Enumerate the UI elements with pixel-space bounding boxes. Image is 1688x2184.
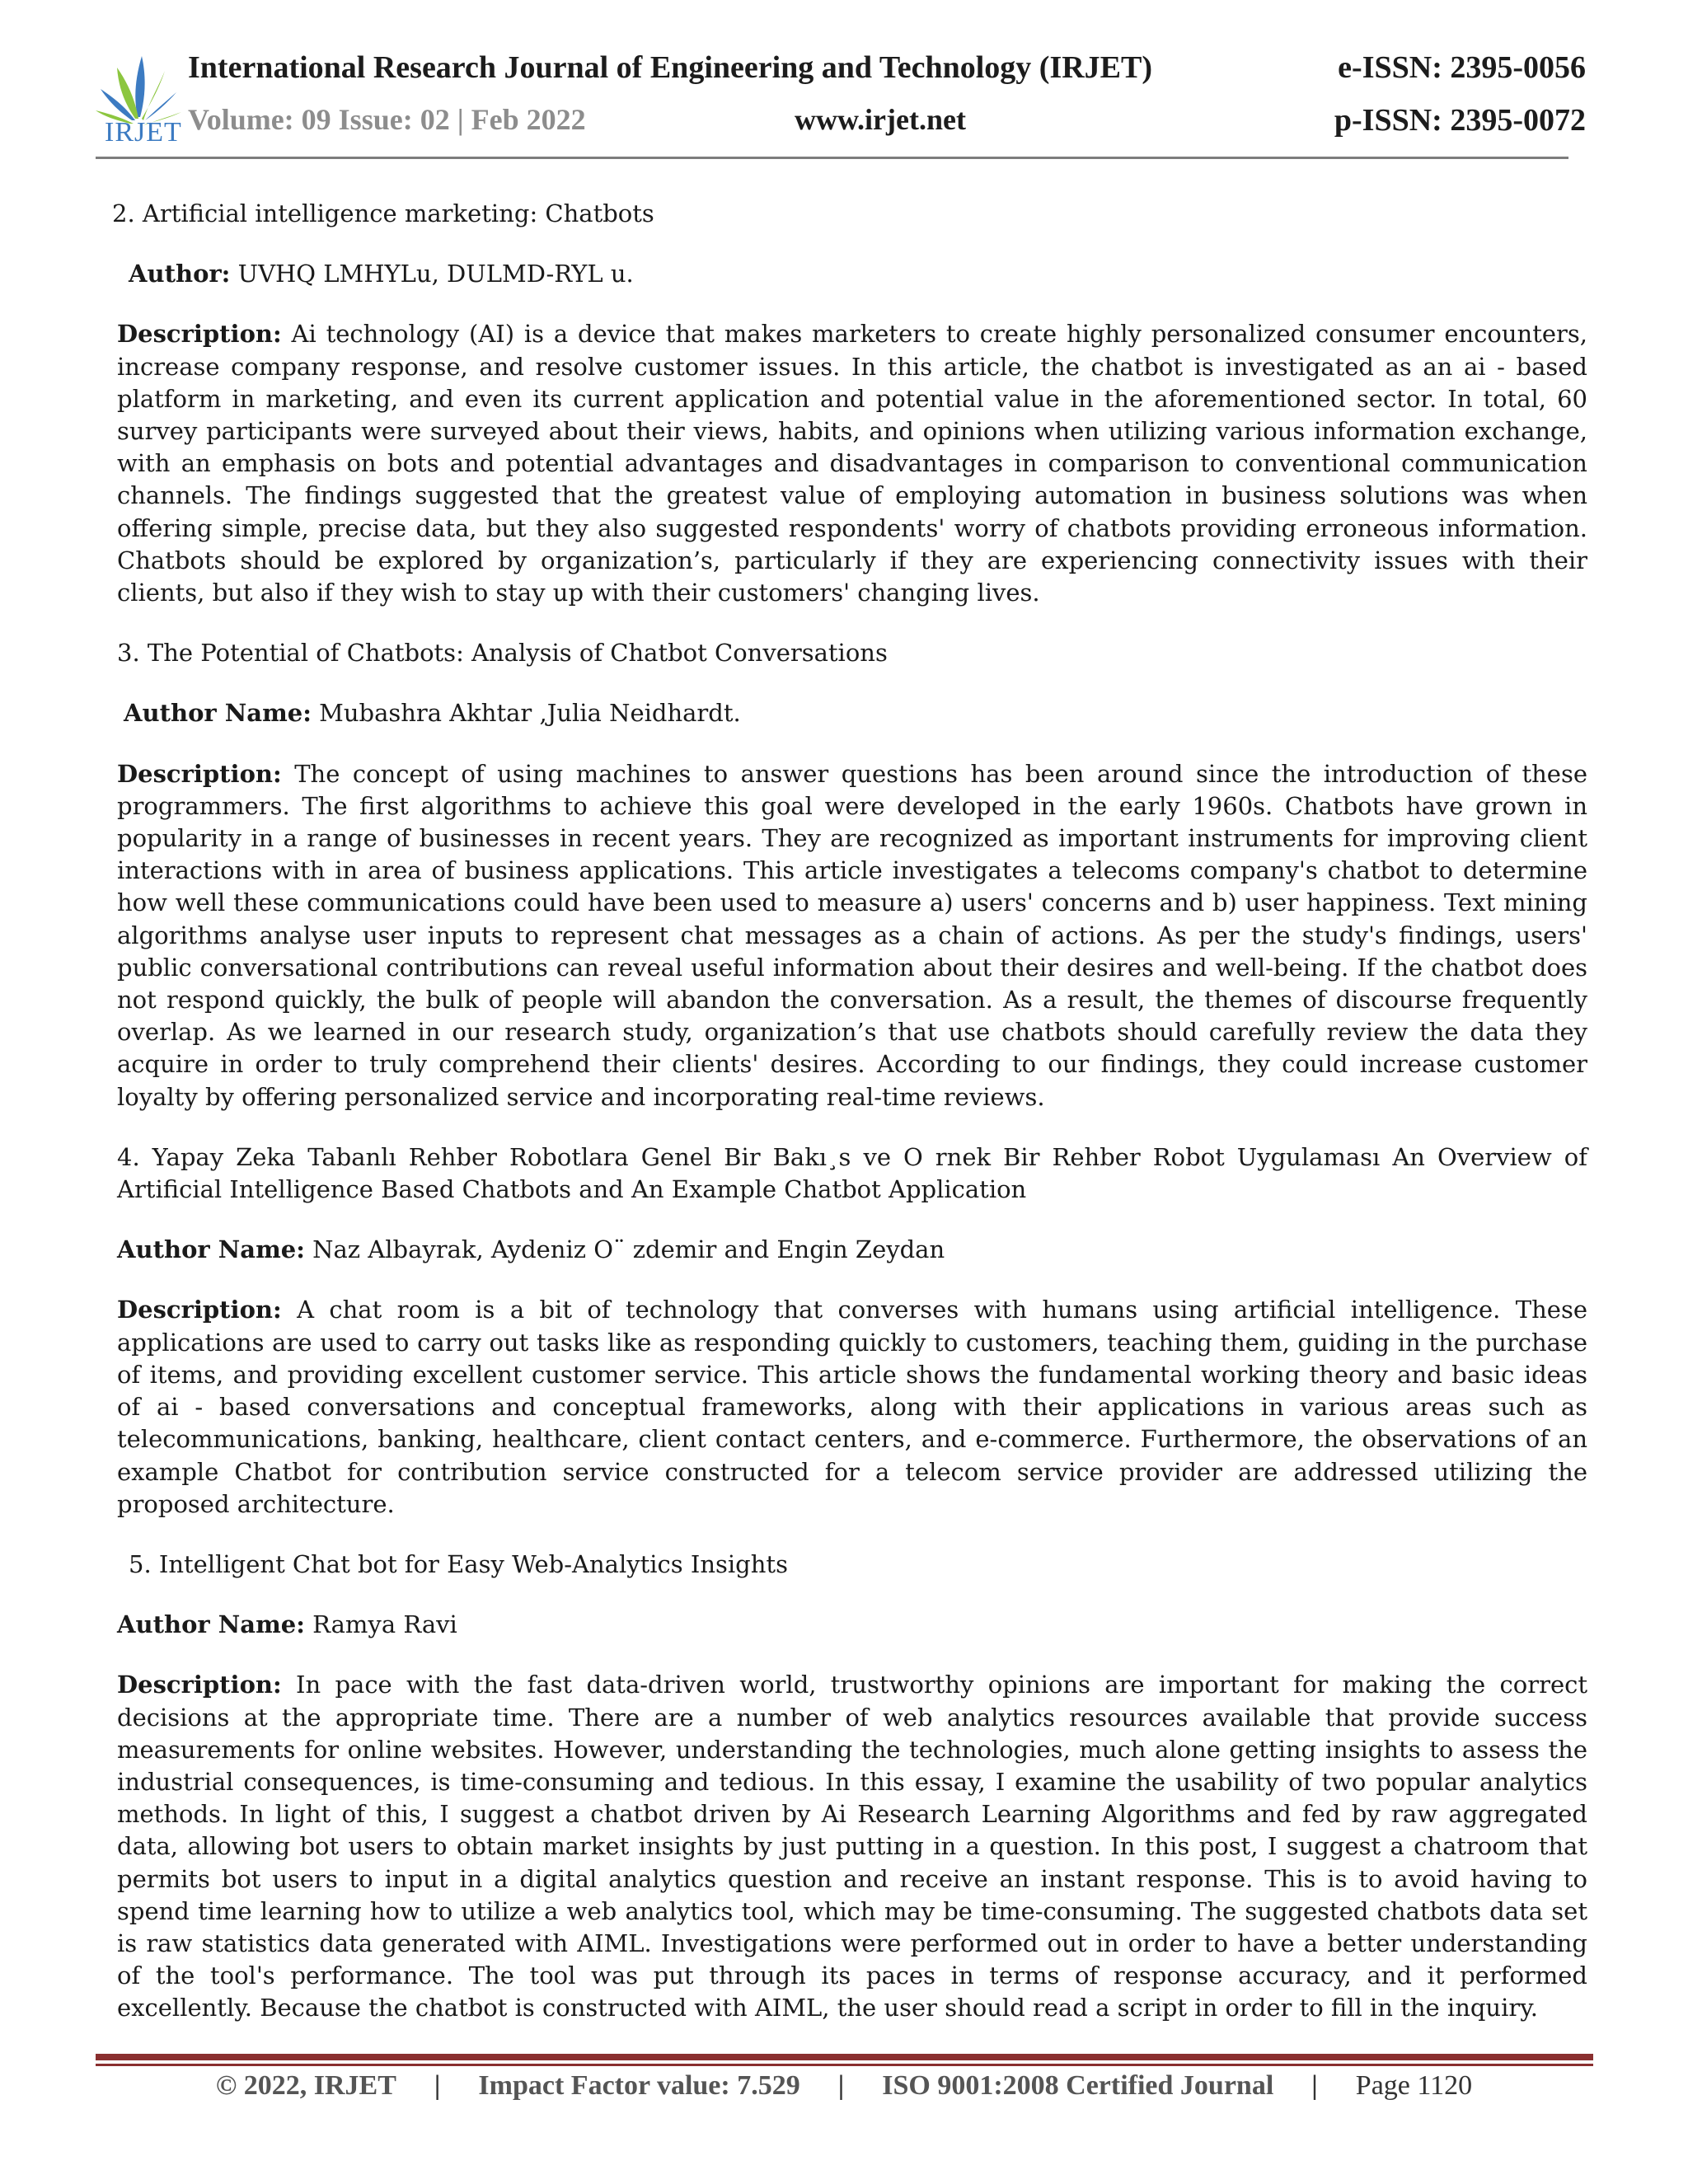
- section-title: 3. The Potential of Chatbots: Analysis of Chatbot Conversations: [117, 639, 888, 668]
- footer-iso: ISO 9001:2008 Certified Journal: [882, 2070, 1274, 2101]
- section-3: [117, 637, 1587, 1113]
- description-text: In pace with the fast data-driven world, trustworthy opinions are important for making the correct decisions at the appropriate time. There are a number of web analytics resources available that provide success measurements for online websites. However, understanding the technologies, much alone getting insights to assess the industrial consequences, is time-consuming and tedious. In this essay, I examine the usability of two popular analytics methods. In light of this, I suggest a chatbot driven by Ai Research Learning Algorithms and fed by raw aggregated data, allowing bot users to obtain market insights by just putting in a question. In this post, I suggest a chatroom that permits bot users to input in a digital analytics question and receive an instant response. This is to avoid having to spend time learning how to utilize a web analytics tool, which may be time-consuming. The suggested chatbots data set is raw statistics data generated with AIML. Investigations were performed out in order to have a better understanding of the tool's performance. The tool was put through its paces in terms of response accuracy, and it performed excellently. Because the chatbot is constructed with AIML, the user should read a script in order to fill in the inquiry.: [117, 1671, 1587, 2022]
- footer-separator: |: [1311, 2070, 1318, 2101]
- author-line: [117, 1234, 1587, 1266]
- description-label: Description:: [117, 1296, 282, 1324]
- footer-separator: |: [434, 2070, 441, 2101]
- footer-impact-factor: Impact Factor value: 7.529: [478, 2070, 800, 2101]
- footer-separator: |: [837, 2070, 845, 2101]
- description-label: Description:: [117, 320, 282, 349]
- description: [117, 318, 1587, 609]
- description: [117, 1294, 1587, 1520]
- author-label: Author Name:: [117, 1235, 305, 1264]
- journal-title: International Research Journal of Engineering and Technology (IRJET): [188, 50, 1153, 85]
- page-footer: [0, 2070, 1688, 2102]
- author-label: Author Name:: [124, 699, 312, 728]
- description-text: The concept of using machines to answer questions has been around since the introduction of these programmers. The first algorithms to achieve this goal were developed in the early 1960s. Chatbots have grown in popularity in a range of businesses in recent years. They are recognized as important instruments for improving client interactions with in area of business applications. This article investigates a telecoms company's chatbot to determine how well these communications could have been used to measure a) users' concerns and b) user happiness. Text mining algorithms analyse user inputs to represent chat messages as a chain of actions. As per the study's findings, users' public conversational contributions can reveal useful information about their desires and well-being. If the chatbot does not respond quickly, the bulk of people will abandon the conversation. As a result, the themes of discourse frequently overlap. As we learned in our research study, organization’s that use chatbots should carefully review the data they acquire in order to truly comprehend their clients' desires. According to our findings, they could increase customer loyalty by offering personalized service and incorporating real-time reviews.: [117, 759, 1587, 1111]
- footer-divider: [96, 2054, 1593, 2060]
- author-label: Author Name:: [117, 1610, 305, 1639]
- pissn: p-ISSN: 2395-0072: [1334, 103, 1586, 138]
- author-line: [117, 1609, 1587, 1641]
- description-label: Description:: [117, 759, 282, 788]
- footer-copyright: © 2022, IRJET: [215, 2070, 396, 2101]
- page-header: [0, 0, 1688, 162]
- volume-issue: Volume: 09 Issue: 02 | Feb 2022: [188, 103, 586, 136]
- section-title: 2. Artificial intelligence marketing: Chatbots: [112, 199, 654, 227]
- author-line: [117, 258, 1587, 290]
- description-text: Ai technology (AI) is a device that makes marketers to create highly personalized consumer encounters, increase company response, and resolve customer issues. In this article, the chatbot is investigated as an ai - based platform in marketing, and even its current application and potential value in the aforementioned sector. In total, 60 survey participants were surveyed about their views, habits, and opinions when utilizing various information exchange, with an emphasis on bots and potential advantages and disadvantages in comparison to conventional communication channels. The findings suggested that the greatest value of employing automation in business solutions was when offering simple, precise data, but they also suggested respondents' worry of chatbots providing erroneous information. Chatbots should be explored by organization’s, particularly if they are experiencing connectivity issues with their clients, but also if they wish to stay up with their customers' changing lives.: [117, 320, 1587, 607]
- description: [117, 1669, 1587, 2024]
- section-title: 4. Yapay Zeka Tabanlı Rehber Robotlara Genel Bir Bakı¸s ve O rnek Bir Rehber Robot Uygulaması An Overview of Artificial Intelligence Based Chatbots and An Example Chatbot Application: [117, 1142, 1587, 1204]
- page-number: Page 1120: [1355, 2070, 1473, 2101]
- author-value: Naz Albayrak, Aydeniz O¨ zdemir and Engin Zeydan: [304, 1235, 945, 1264]
- description: [117, 758, 1587, 1113]
- section-2: [112, 198, 1587, 609]
- logo-text: IRJET: [105, 117, 182, 148]
- author-label: Author:: [129, 260, 231, 288]
- eissn: e-ISSN: 2395-0056: [1338, 50, 1586, 85]
- footer-divider-thin: [96, 2064, 1593, 2066]
- author-value: UVHQ LMHYLu, DULMD-RYL u.: [230, 260, 634, 288]
- article-body: [112, 198, 1587, 2053]
- author-value: Ramya Ravi: [304, 1610, 457, 1639]
- header-divider: [96, 157, 1568, 159]
- section-title: 5. Intelligent Chat bot for Easy Web-Analytics Insights: [129, 1549, 788, 1578]
- section-5: [117, 1549, 1587, 2025]
- journal-website-link[interactable]: www.irjet.net: [795, 103, 966, 136]
- section-4: [117, 1141, 1587, 1521]
- author-line: [117, 697, 1587, 729]
- description-text: A chat room is a bit of technology that converses with humans using artificial intelligence. These applications are used to carry out tasks like as responding quickly to customers, teaching them, guiding in the purchase of items, and providing excellent customer service. This article shows the fundamental working theory and basic ideas of ai - based conversations and conceptual frameworks, along with their applications in various areas such as telecommunications, banking, healthcare, client contact centers, and e-commerce. Furthermore, the observations of an example Chatbot for contribution service constructed for a telecom service provider are addressed utilizing the proposed architecture.: [117, 1296, 1587, 1518]
- description-label: Description:: [117, 1671, 282, 1699]
- author-value: Mubashra Akhtar ,Julia Neidhardt.: [311, 699, 741, 728]
